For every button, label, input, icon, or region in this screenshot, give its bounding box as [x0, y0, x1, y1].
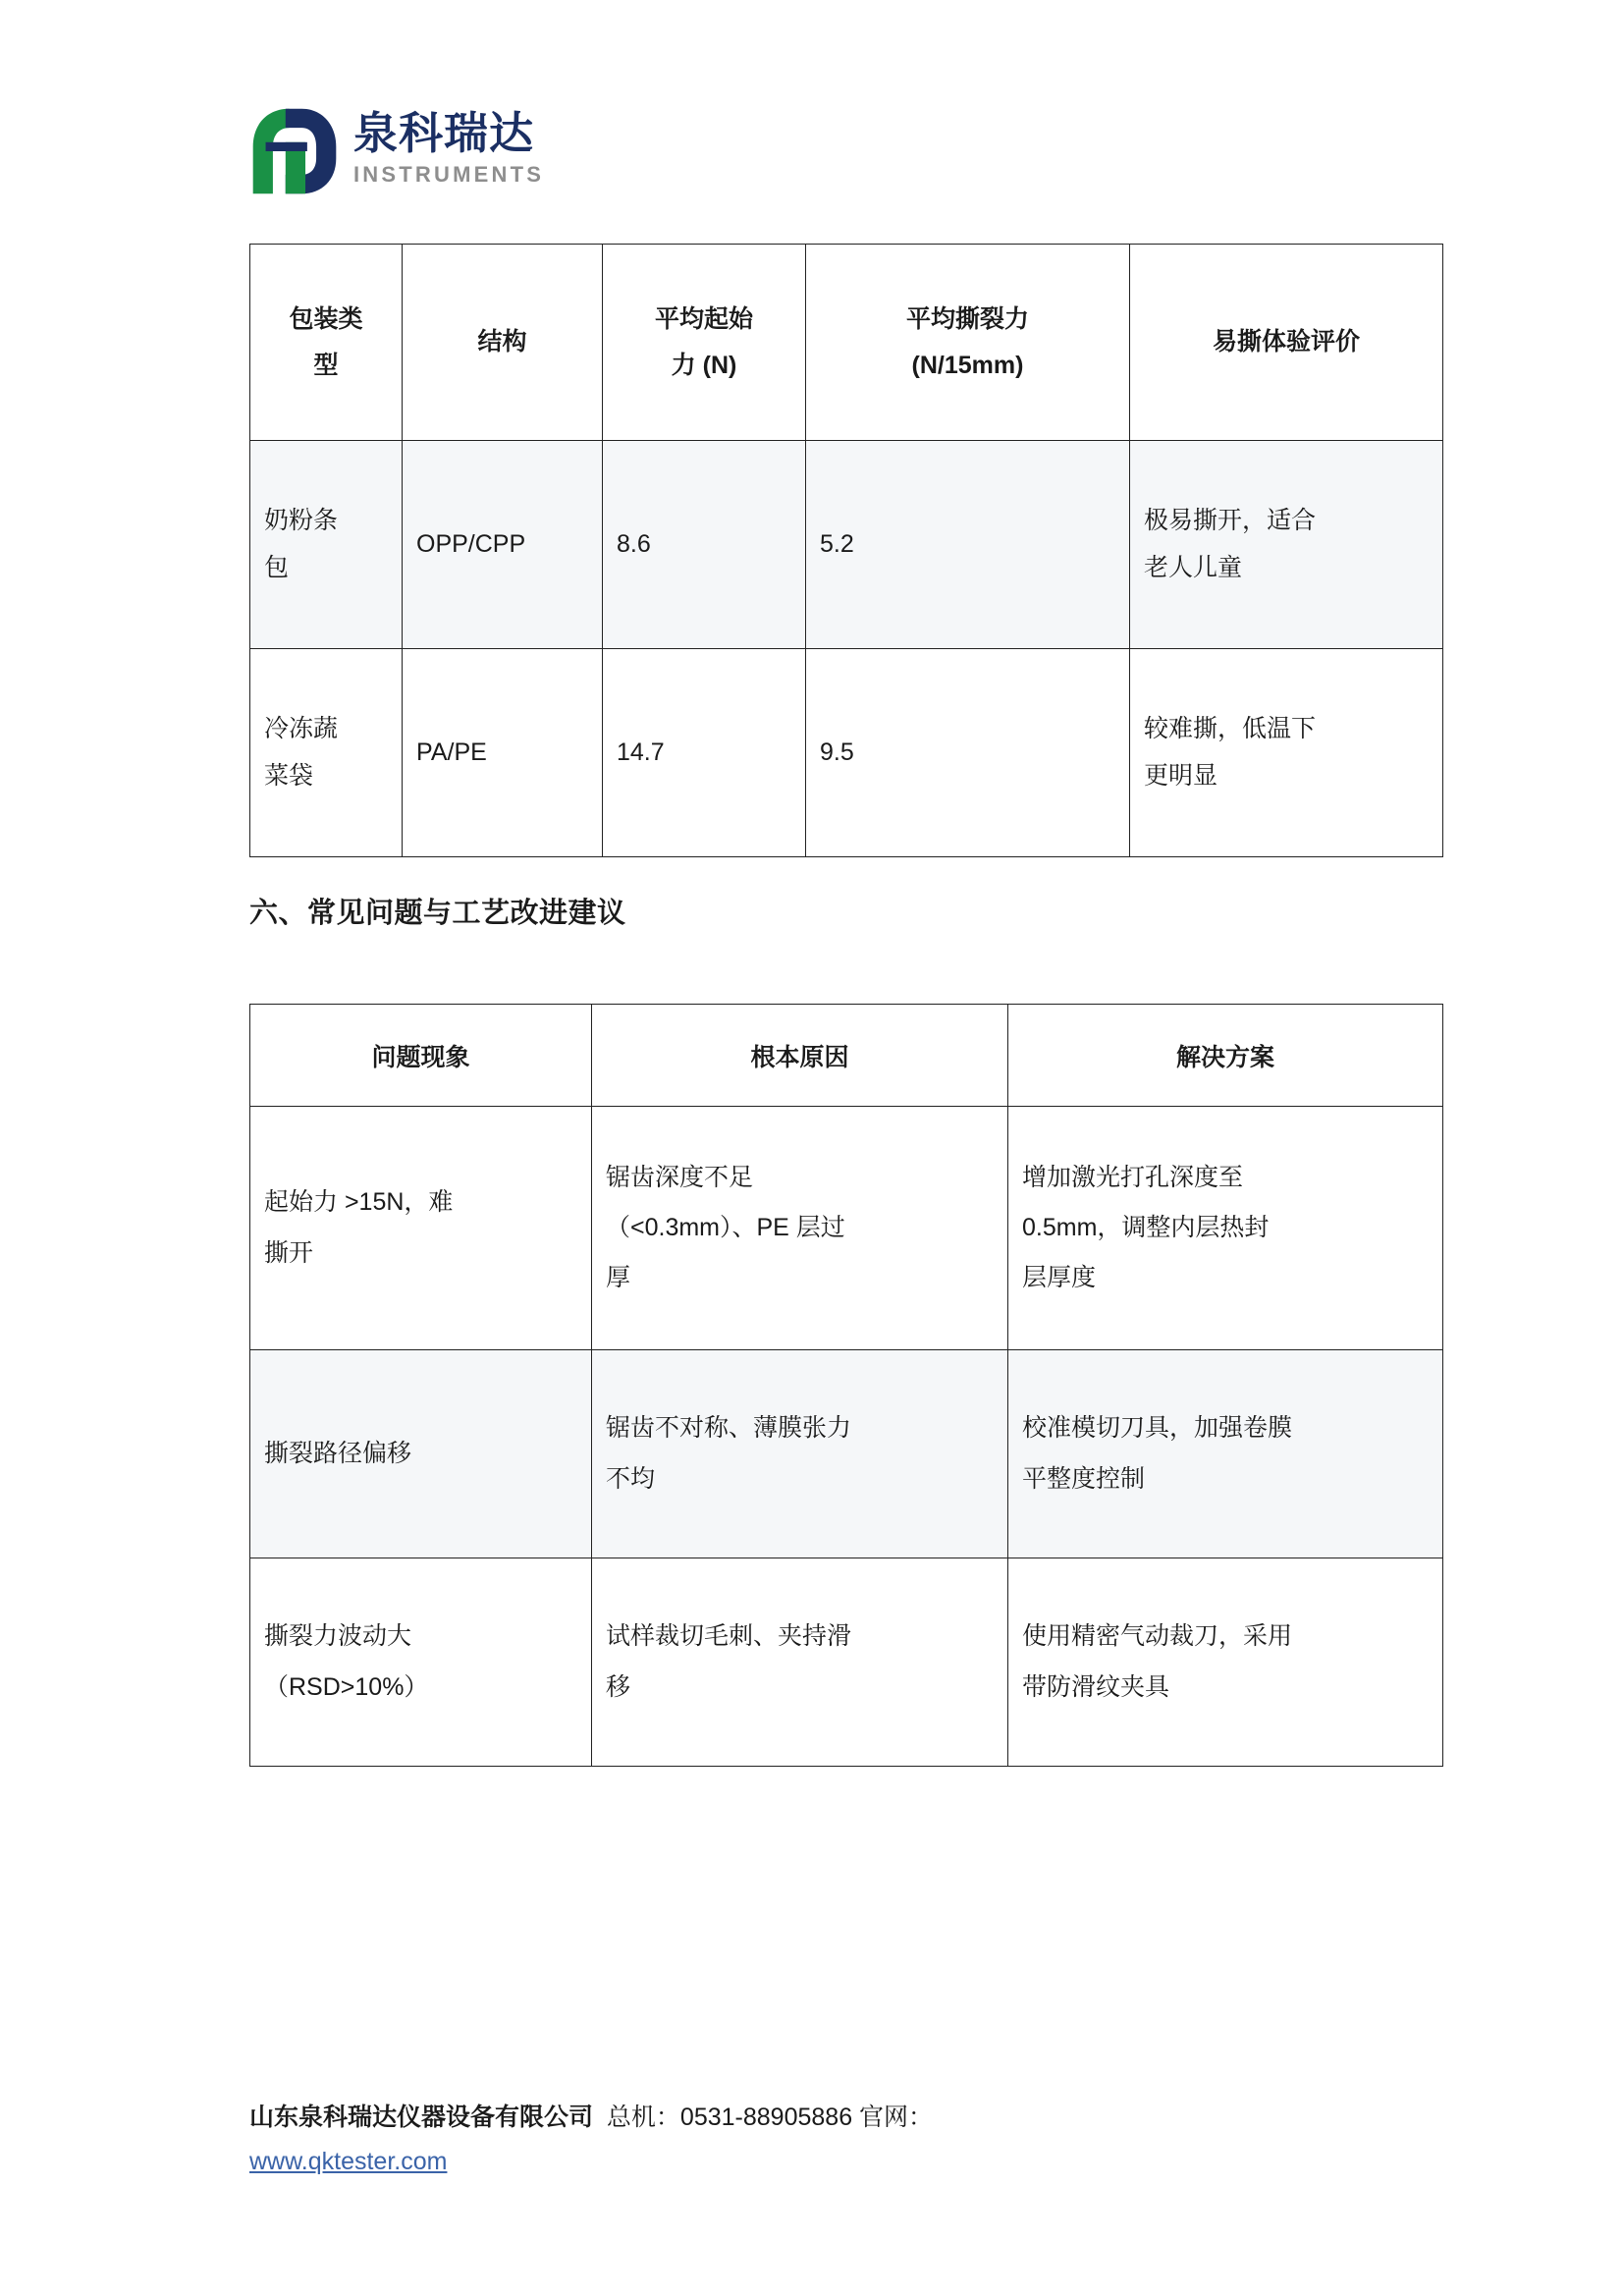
cell-line: 试样裁切毛刺、夹持滑 [606, 1622, 852, 1651]
cell-line: 起始力 >15N，难 [264, 1188, 454, 1217]
cell-line: 奶粉条 [264, 507, 339, 534]
table-header-row [250, 245, 1443, 441]
header-line: 平均起始 [654, 305, 753, 334]
table-row [250, 649, 1443, 857]
cell-line: （<0.3mm）、PE 层过 [606, 1213, 845, 1241]
cell-line: 平整度控制 [1022, 1464, 1146, 1493]
cell-solution [1008, 1350, 1443, 1558]
page-footer [249, 2098, 1428, 2181]
cell-line: 冷冻蔬 [264, 715, 339, 742]
table-row [250, 1350, 1443, 1558]
table-header-row [250, 1005, 1443, 1107]
cell-solution [1008, 1558, 1443, 1767]
cell-line: 带防滑纹夹具 [1022, 1672, 1170, 1701]
cell-line: （RSD>10%） [264, 1672, 429, 1701]
cell-root-cause [592, 1350, 1008, 1558]
header-line: (N/15mm) [911, 351, 1024, 379]
cell-line: 老人儿童 [1144, 553, 1243, 581]
cell-avg-initial-force: 8.6 [603, 441, 806, 649]
cell-problem [250, 1107, 592, 1350]
cell-avg-tear-force: 5.2 [806, 441, 1130, 649]
cell-line: 锯齿不对称、薄膜张力 [606, 1414, 852, 1443]
cell-solution [1008, 1107, 1443, 1350]
cell-line: 更明显 [1144, 761, 1218, 790]
logo-company-cn: 泉科瑞达 [353, 107, 535, 159]
cell-line: 较难撕，低温下 [1144, 715, 1317, 742]
logo-company-en: INSTRUMENTS [353, 162, 545, 188]
table-row [250, 441, 1443, 649]
section-heading: 六、常见问题与工艺改进建议 [249, 898, 626, 929]
table-row [250, 1558, 1443, 1767]
footer-phone: 总机：0531-88905886 官网： [606, 2104, 934, 2131]
logo-text [353, 106, 544, 188]
header-line: 平均撕裂力 [905, 305, 1029, 334]
cell-tear-experience [1130, 649, 1443, 857]
cell-line: 锯齿深度不足 [606, 1163, 754, 1191]
company-logo [249, 106, 544, 196]
cell-line: 厚 [606, 1264, 631, 1292]
cell-line: 增加激光打孔深度至 [1022, 1163, 1244, 1191]
cell-tear-experience [1130, 441, 1443, 649]
cell-package-type [250, 441, 403, 649]
column-header-problem: 问题现象 [250, 1005, 592, 1107]
cell-problem [250, 1558, 592, 1767]
column-header-tear-experience [1130, 245, 1443, 441]
cell-avg-tear-force: 9.5 [806, 649, 1130, 857]
cell-line: 0.5mm，调整内层热封 [1022, 1213, 1270, 1241]
cell-root-cause [592, 1558, 1008, 1767]
header-line: 易撕体验评价 [1212, 328, 1360, 356]
column-header-package-type [250, 245, 403, 441]
cell-avg-initial-force: 14.7 [603, 649, 806, 857]
column-header-root-cause: 根本原因 [592, 1005, 1008, 1107]
cell-line: 包 [264, 553, 290, 581]
footer-website-link[interactable]: www.qktester.com [249, 2147, 448, 2175]
header-line: 力 (N) [671, 351, 737, 379]
cell-line: 极易撕开，适合 [1144, 507, 1317, 534]
packaging-test-results-table [249, 244, 1443, 857]
cell-line: 撕开 [264, 1238, 314, 1267]
table-row [250, 1107, 1443, 1350]
cell-line: 菜袋 [264, 761, 314, 790]
cell-structure: OPP/CPP [403, 441, 603, 649]
header-line: 结构 [477, 328, 527, 356]
cell-line: 层厚度 [1022, 1264, 1097, 1292]
cell-line: 撕裂力波动大 [264, 1622, 412, 1651]
cell-line: 校准模切刀具，加强卷膜 [1022, 1414, 1293, 1443]
cell-line: 不均 [606, 1464, 656, 1493]
footer-company-name: 山东泉科瑞达仪器设备有限公司 [249, 2104, 594, 2131]
cell-root-cause [592, 1107, 1008, 1350]
qkrd-monogram-icon [249, 106, 340, 196]
cell-structure: PA/PE [403, 649, 603, 857]
column-header-solution: 解决方案 [1008, 1005, 1443, 1107]
column-header-structure [403, 245, 603, 441]
header-line: 型 [313, 351, 339, 379]
cell-line: 移 [606, 1672, 631, 1701]
common-problems-table [249, 1004, 1443, 1767]
cell-package-type [250, 649, 403, 857]
column-header-avg-tear-force [806, 245, 1130, 441]
cell-problem [250, 1350, 592, 1558]
column-header-avg-initial-force [603, 245, 806, 441]
header-line: 包装类 [289, 305, 363, 334]
cell-line: 使用精密气动裁刀，采用 [1022, 1622, 1293, 1651]
cell-line: 撕裂路径偏移 [264, 1439, 412, 1467]
